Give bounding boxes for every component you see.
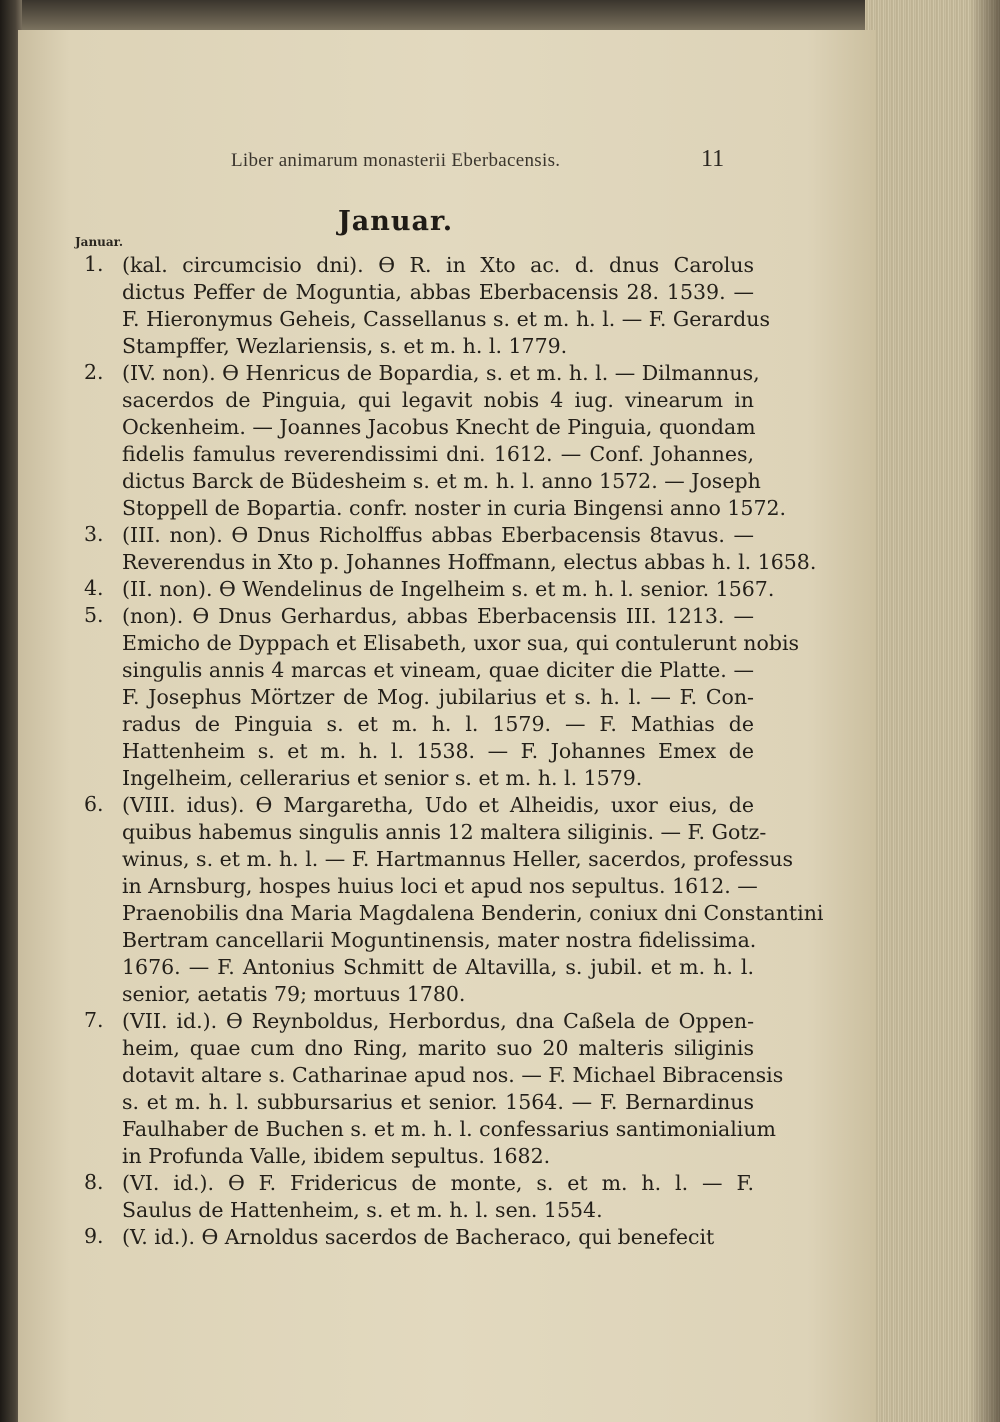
page-stack-edge (865, 0, 1000, 1422)
entry-line: in Profunda Valle, ibidem sepultus. 1682. (122, 1144, 551, 1168)
entry-line: F. Hieronymus Geheis, Cassellanus s. et m. h. l. — F. Gerardus (122, 307, 771, 331)
entry-number: 1. (84, 252, 104, 276)
entry-list (84, 252, 824, 1251)
entry (84, 252, 771, 360)
page-number: 11 (701, 146, 725, 172)
entry-line: (IV. non). ϴ Henricus de Bopardia, s. et m. h. l. — Dilmannus, (122, 361, 760, 385)
entry-line: Faulhaber de Buchen s. et m. h. l. confessarius santimonialium (122, 1117, 776, 1141)
entry-line: (V. id.). ϴ Arnoldus sacerdos de Bacheraco, qui benefecit (122, 1225, 715, 1249)
margin-note: Januar. (75, 235, 124, 249)
entry-line: Stoppell de Bopartia. confr. noster in curia Bingensi anno 1572. (122, 496, 787, 520)
entry-line: singulis annis 4 marcas et vineam, quae diciter die Platte. — (122, 658, 754, 682)
running-header (18, 146, 876, 180)
entry-line: dictus Peffer de Moguntia, abbas Eberbacensis 28. 1539. — (122, 280, 754, 304)
entry-number: 9. (84, 1224, 104, 1248)
entry (84, 603, 800, 792)
entry-line: Praenobilis dna Maria Magdalena Benderin, coniux dni Constantini (122, 901, 824, 925)
section-title: Januar. (338, 206, 454, 237)
entry-line: Bertram cancellarii Moguntinensis, mater nostra fidelissima. (122, 928, 757, 952)
entry-line: radus de Pinguia s. et m. h. l. 1579. — F. Mathias de (122, 712, 754, 736)
entry-line: (non). ϴ Dnus Gerhardus, abbas Eberbacensis III. 1213. — (122, 604, 754, 628)
entry-line: (II. non). ϴ Wendelinus de Ingelheim s. et m. h. l. senior. 1567. (122, 577, 775, 601)
entry-number: 3. (84, 522, 104, 546)
entry-line: heim, quae cum dno Ring, marito suo 20 malteris siliginis (122, 1036, 754, 1060)
entry-number: 7. (84, 1008, 104, 1032)
entry (84, 792, 824, 1008)
entry-line: dotavit altare s. Catharinae apud nos. — F. Michael Bibracensis (122, 1063, 784, 1087)
entry-line: (VII. id.). ϴ Reynboldus, Herbordus, dna Caßela de Oppen- (122, 1009, 754, 1033)
entry (84, 576, 775, 603)
entry-line: Saulus de Hattenheim, s. et m. h. l. sen. 1554. (122, 1198, 603, 1222)
entry-number: 2. (84, 360, 104, 384)
entry-line: 1676. — F. Antonius Schmitt de Altavilla, s. jubil. et m. h. l. (122, 955, 754, 979)
running-title: Liber animarum monasterii Eberbacensis. (231, 150, 561, 171)
entry-line: Hattenheim s. et m. h. l. 1538. — F. Johannes Emex de (122, 739, 754, 763)
entry-number: 6. (84, 792, 104, 816)
entry-line: (VIII. idus). ϴ Margaretha, Udo et Alheidis, uxor eius, de (122, 793, 754, 817)
entry-line: Ingelheim, cellerarius et senior s. et m. h. l. 1579. (122, 766, 643, 790)
entry-line: winus, s. et m. h. l. — F. Hartmannus Heller, sacerdos, professus (122, 847, 794, 871)
entry-line: Emicho de Dyppach et Elisabeth, uxor sua, qui contulerunt nobis (122, 631, 800, 655)
entry-line: s. et m. h. l. subbursarius et senior. 1564. — F. Bernardinus (122, 1090, 754, 1114)
entry-line: Stampffer, Wezlariensis, s. et m. h. l. 1779. (122, 334, 568, 358)
entry (84, 1170, 754, 1224)
entry-number: 5. (84, 603, 104, 627)
entry-line: Reverendus in Xto p. Johannes Hoffmann, electus abbas h. l. 1658. (122, 550, 817, 574)
entry (84, 1224, 754, 1251)
entry-line: dictus Barck de Büdesheim s. et m. h. l. anno 1572. — Joseph (122, 469, 761, 493)
entry-number: 4. (84, 576, 104, 600)
entry-line: F. Josephus Mörtzer de Mog. jubilarius et s. h. l. — F. Con- (122, 685, 754, 709)
entry (84, 360, 787, 522)
entry-line: quibus habemus singulis annis 12 maltera siliginis. — F. Gotz- (122, 820, 767, 844)
entry-line: senior, aetatis 79; mortuus 1780. (122, 982, 466, 1006)
entry-line: sacerdos de Pinguia, qui legavit nobis 4 iug. vinearum in (122, 388, 754, 412)
entry-line: (VI. id.). ϴ F. Fridericus de monte, s. et m. h. l. — F. (122, 1171, 754, 1195)
entry-line: (III. non). ϴ Dnus Richolffus abbas Eberbacensis 8tavus. — (122, 523, 754, 547)
entry-line: fidelis famulus reverendissimi dni. 1612. — Conf. Johannes, (122, 442, 754, 466)
entry (84, 1008, 784, 1170)
entry (84, 522, 817, 576)
entry-line: in Arnsburg, hospes huius loci et apud nos sepultus. 1612. — (122, 874, 758, 898)
entry-line: (kal. circumcisio dni). ϴ R. in Xto ac. d. dnus Carolus (122, 253, 754, 277)
book-page (18, 30, 876, 1422)
entry-line: Ockenheim. — Joannes Jacobus Knecht de Pinguia, quondam (122, 415, 756, 439)
entry-number: 8. (84, 1170, 104, 1194)
